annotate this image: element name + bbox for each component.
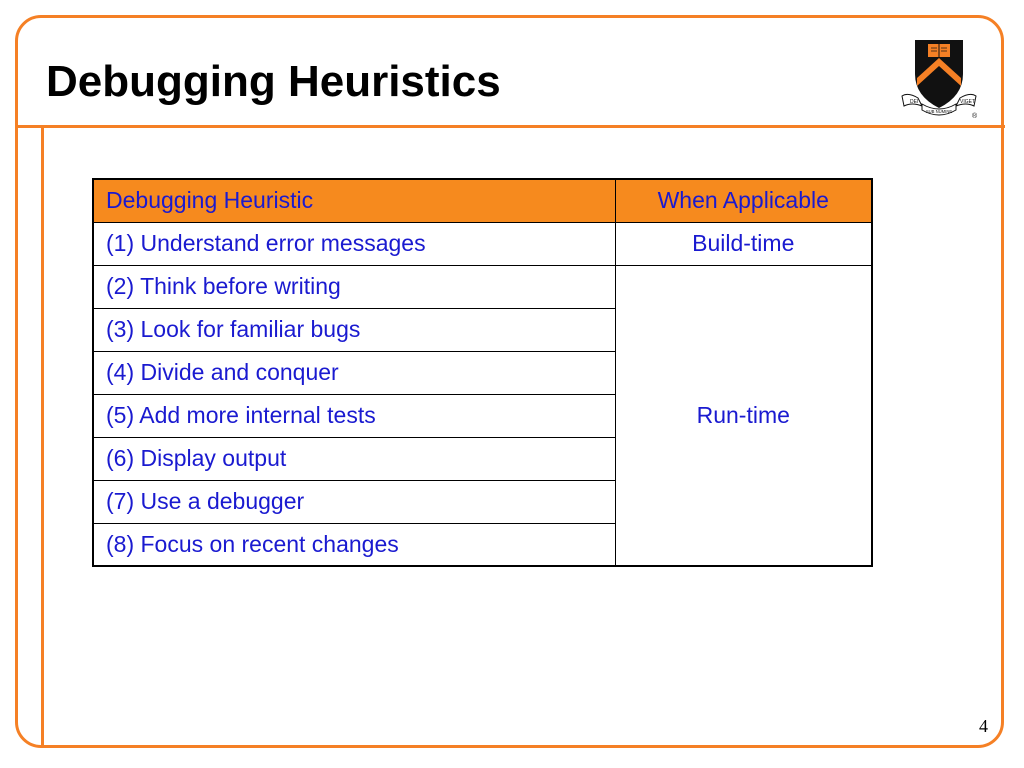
motto-right: VIGET bbox=[960, 99, 976, 105]
title-divider bbox=[17, 125, 1005, 128]
heuristic-cell: (2) Think before writing bbox=[93, 265, 615, 308]
slide-title: Debugging Heuristics bbox=[46, 57, 501, 106]
when-applicable-cell: Run-time bbox=[615, 265, 872, 566]
heuristic-cell: (6) Display output bbox=[93, 437, 615, 480]
table-header-row bbox=[93, 179, 872, 222]
registered-mark: ® bbox=[972, 113, 978, 120]
heuristics-table bbox=[92, 178, 873, 567]
heuristic-cell: (3) Look for familiar bugs bbox=[93, 308, 615, 351]
heuristic-cell: (7) Use a debugger bbox=[93, 480, 615, 523]
table-row bbox=[93, 265, 872, 308]
heuristic-cell: (1) Understand error messages bbox=[93, 222, 615, 265]
princeton-shield-logo bbox=[898, 30, 980, 120]
table-row bbox=[93, 222, 872, 265]
motto-center: SUB NUMINE bbox=[925, 109, 953, 114]
when-applicable-cell: Build-time bbox=[615, 222, 872, 265]
left-divider bbox=[41, 128, 44, 748]
header-debugging-heuristic: Debugging Heuristic bbox=[93, 179, 615, 222]
heuristic-cell: (4) Divide and conquer bbox=[93, 351, 615, 394]
header-when-applicable: When Applicable bbox=[615, 179, 872, 222]
heuristic-cell: (8) Focus on recent changes bbox=[93, 523, 615, 566]
page-number: 4 bbox=[979, 716, 988, 736]
heuristics-table-container bbox=[92, 178, 873, 567]
heuristic-cell: (5) Add more internal tests bbox=[93, 394, 615, 437]
motto-left: DEI bbox=[910, 99, 919, 105]
